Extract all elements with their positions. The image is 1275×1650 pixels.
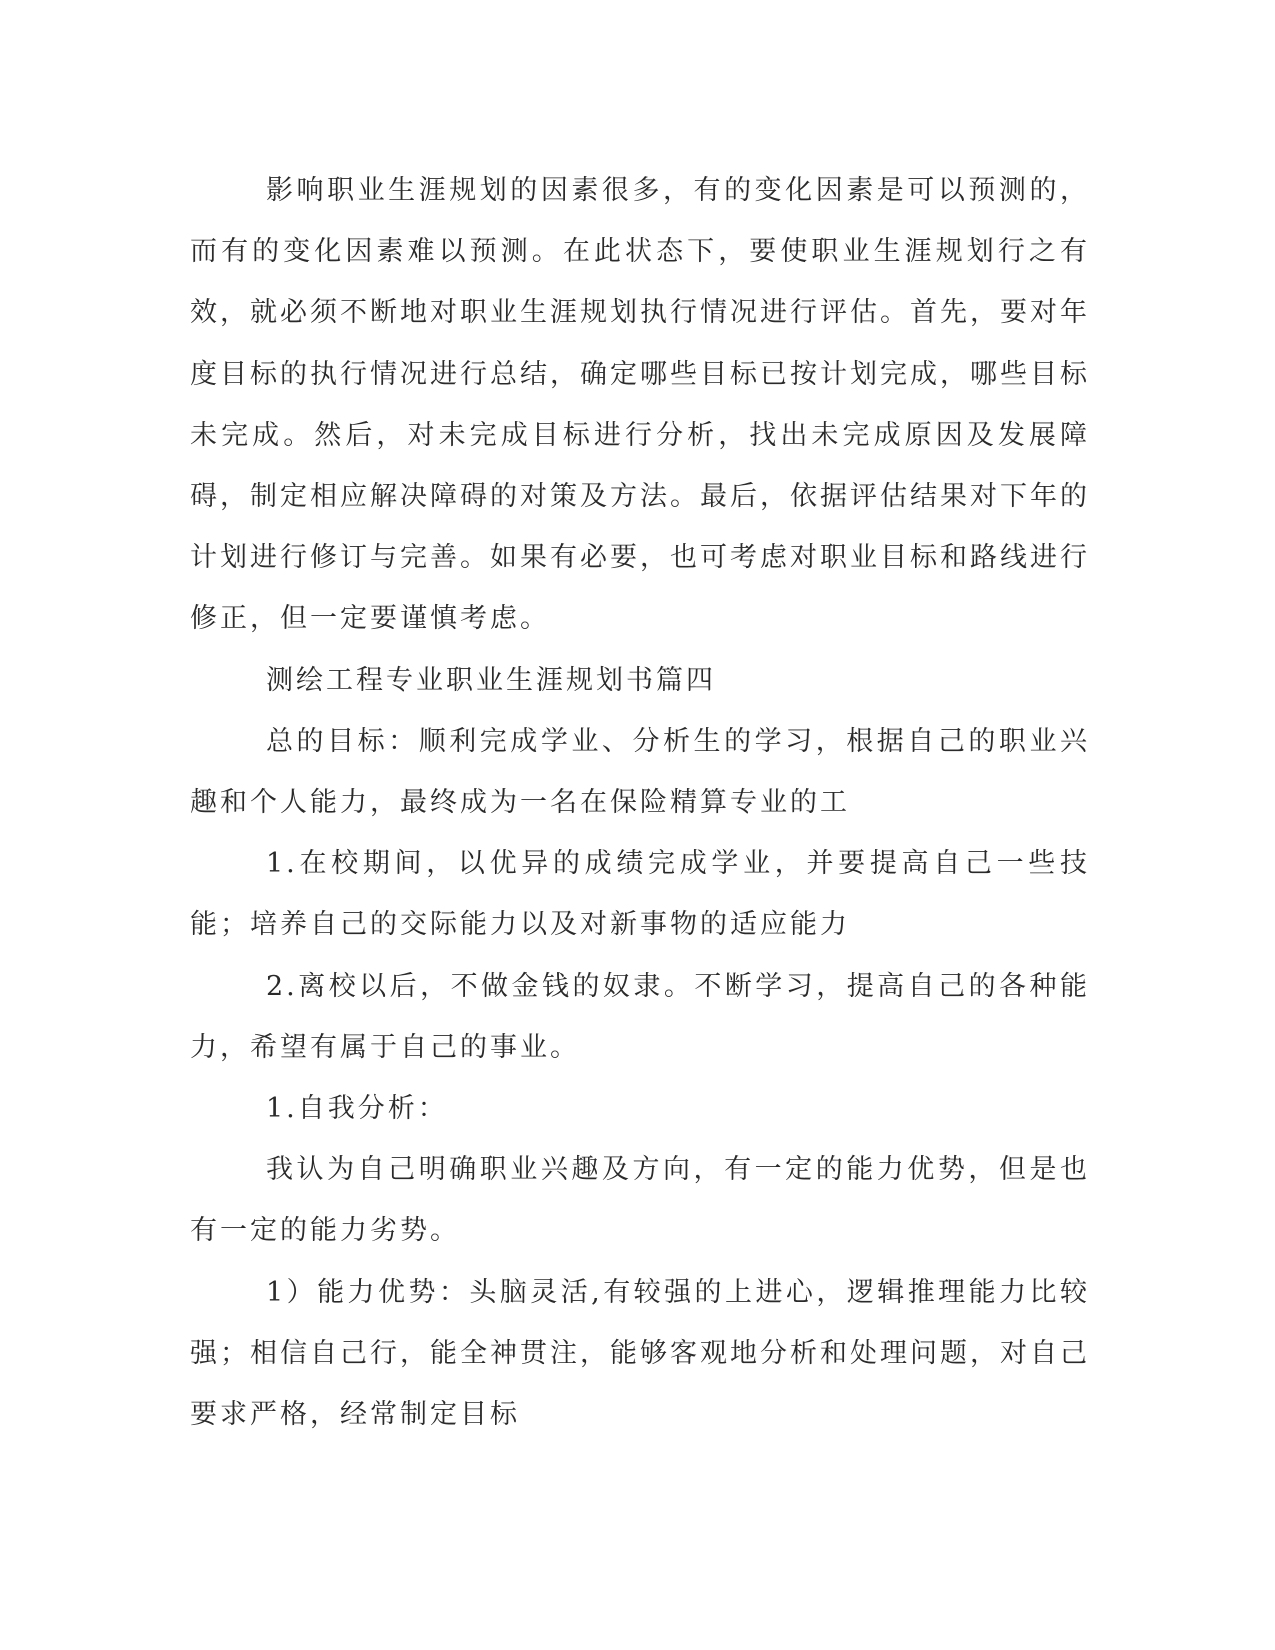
paragraph-career-evaluation: 影响职业生涯规划的因素很多，有的变化因素是可以预测的，而有的变化因素难以预测。在此状态下，要使职业生涯规划行之有效，就必须不断地对职业生涯规划执行情况进行评估。首先，要对年度目标的执行情况进行总结，确定哪些目标已按计划完成，哪些目标未完成。然后，对未完成目标进行分析，找出未完成原因及发展障碍，制定相应解决障碍的对策及方法。最后，依据评估结果对下年的计划进行修订与完善。如果有必要，也可考虑对职业目标和路线进行修正，但一定要谨慎考虑。 — [190, 175, 1090, 635]
paragraph-strengths: 1）能力优势：头脑灵活,有较强的上进心，逻辑推理能力比较强；相信自己行，能全神贯注，能够客观地分析和处理问题，对自己要求严格，经常制定目标 — [190, 1276, 1090, 1431]
paragraph-goal-2: 2.离校以后，不做金钱的奴隶。不断学习，提高自己的各种能力，希望有属于自己的事业。 — [190, 970, 1090, 1063]
paragraph-goal-1: 1.在校期间，以优异的成绩完成学业，并要提高自己一些技能；培养自己的交际能力以及对新事物的适应能力 — [190, 848, 1090, 941]
paragraph-self-analysis-heading: 1.自我分析： — [266, 1093, 448, 1125]
paragraph-self-analysis: 我认为自己明确职业兴趣及方向，有一定的能力优势，但是也有一定的能力劣势。 — [190, 1154, 1090, 1247]
section-heading: 测绘工程专业职业生涯规划书篇四 — [266, 664, 716, 696]
paragraph-overall-goal: 总的目标：顺利完成学业、分析生的学习，根据自己的职业兴趣和个人能力，最终成为一名在保险精算专业的工 — [190, 725, 1090, 819]
body-text — [190, 160, 1090, 1445]
